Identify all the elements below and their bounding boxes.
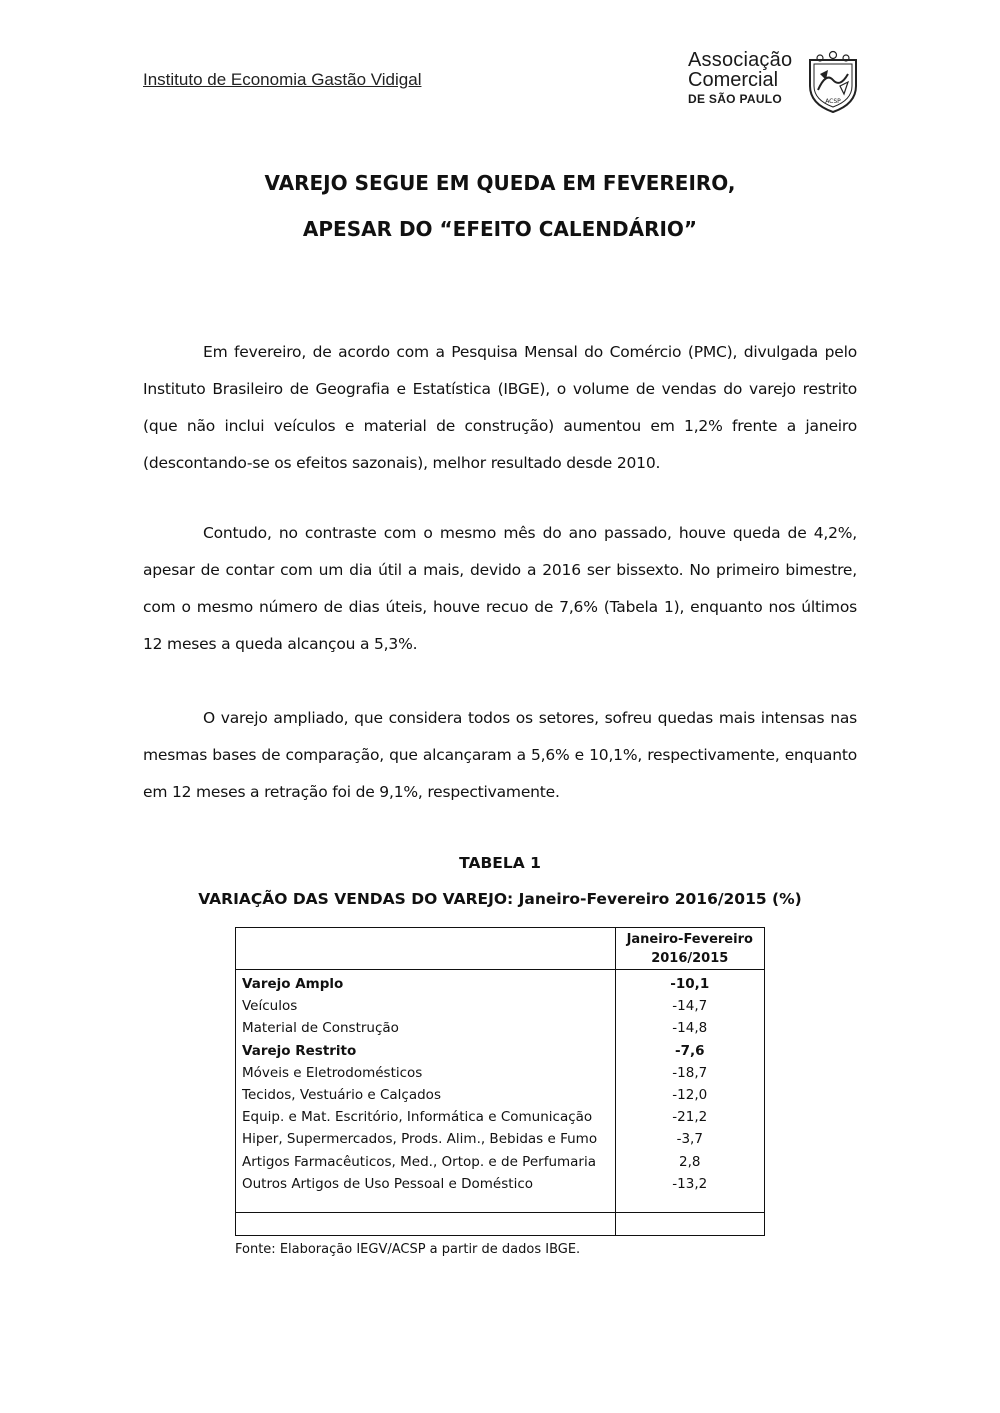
row-label: Artigos Farmacêuticos, Med., Ortop. e de Perfumaria bbox=[236, 1151, 616, 1173]
paragraph: O varejo ampliado, que considera todos os setores, sofreu quedas mais intensas nas mesmas bases de comparação, que alcançaram a 5,6% e 10,1%, respectivamente, enquanto em 12 meses a retração foi de 9,1%, respectivamente. bbox=[143, 709, 857, 801]
table-row bbox=[236, 970, 765, 996]
paragraph: Contudo, no contraste com o mesmo mês do ano passado, houve queda de 4,2%, apesar de contar com um dia útil a mais, devido a 2016 ser bissexto. No primeiro bimestre, com o mesmo número de dias úteis, houve recuo de 7,6% (Tabela 1), enquanto nos últimos 12 meses a queda alcançou a 5,3%. bbox=[143, 524, 857, 653]
row-label: Hiper, Supermercados, Prods. Alim., Bebidas e Fumo bbox=[236, 1128, 616, 1150]
institute-name: Instituto de Economia Gastão Vidigal bbox=[143, 70, 422, 89]
table-spacer-row bbox=[236, 1195, 765, 1213]
table-label: TABELA 1 bbox=[459, 854, 541, 872]
row-label: Material de Construção bbox=[236, 1017, 616, 1039]
paragraph: Em fevereiro, de acordo com a Pesquisa Mensal do Comércio (PMC), divulgada pelo Instituto Brasileiro de Geografia e Estatística (IBGE), o volume de vendas do varejo restrito (que não inclui veículos e material de construção) aumentou em 1,2% frente a janeiro (descontando-se os efeitos sazonais), melhor resultado desde 2010. bbox=[143, 343, 857, 472]
logo-line-2: Comercial bbox=[688, 69, 779, 91]
svg-text:ACSP: ACSP bbox=[825, 98, 841, 105]
table-header-period bbox=[615, 928, 764, 970]
logo-text bbox=[688, 50, 798, 108]
row-value: -13,2 bbox=[672, 1175, 708, 1192]
table-header-label bbox=[236, 928, 616, 970]
table-header-period-line-1: Janeiro-Fevereiro bbox=[626, 931, 753, 947]
acsp-seal-icon bbox=[804, 50, 862, 114]
logo-line-1: Associação bbox=[688, 49, 793, 71]
table-row bbox=[236, 1062, 765, 1084]
title-line-1: VAREJO SEGUE EM QUEDA EM FEVEREIRO, bbox=[264, 171, 736, 195]
table-row bbox=[236, 1173, 765, 1195]
logo-line-3: DE SÃO PAULO bbox=[688, 92, 783, 106]
row-value: -14,7 bbox=[672, 998, 708, 1015]
row-value: -21,2 bbox=[672, 1109, 708, 1126]
row-label: Varejo Amplo bbox=[236, 970, 616, 996]
row-label: Tecidos, Vestuário e Calçados bbox=[236, 1084, 616, 1106]
table-header-period-line-2: 2016/2015 bbox=[651, 950, 729, 966]
table-footer-row bbox=[236, 1212, 765, 1235]
table-row bbox=[236, 1084, 765, 1106]
row-label: Veículos bbox=[236, 995, 616, 1017]
table-caption: VARIAÇÃO DAS VENDAS DO VAREJO: Janeiro-Fevereiro 2016/2015 (%) bbox=[198, 890, 802, 908]
table-row bbox=[236, 1106, 765, 1128]
row-value: -14,8 bbox=[672, 1020, 708, 1037]
row-value: 2,8 bbox=[679, 1153, 701, 1170]
row-label: Móveis e Eletrodomésticos bbox=[236, 1062, 616, 1084]
table-row bbox=[236, 1151, 765, 1173]
row-value: -3,7 bbox=[676, 1131, 703, 1148]
table-row bbox=[236, 1040, 765, 1062]
table-row bbox=[236, 1017, 765, 1039]
retail-sales-table bbox=[235, 927, 765, 1236]
row-value: -18,7 bbox=[672, 1064, 708, 1081]
title-line-2: APESAR DO “EFEITO CALENDÁRIO” bbox=[302, 217, 698, 241]
acsp-logo bbox=[688, 50, 868, 116]
table-row bbox=[236, 995, 765, 1017]
row-value: -10,1 bbox=[670, 976, 710, 993]
table-source: Fonte: Elaboração IEGV/ACSP a partir de dados IBGE. bbox=[235, 1242, 581, 1257]
row-value: -12,0 bbox=[672, 1087, 708, 1104]
row-label: Varejo Restrito bbox=[236, 1040, 616, 1062]
table-row bbox=[236, 1128, 765, 1150]
row-label: Equip. e Mat. Escritório, Informática e Comunicação bbox=[236, 1106, 616, 1128]
row-value: -7,6 bbox=[674, 1042, 705, 1059]
row-label: Outros Artigos de Uso Pessoal e Doméstico bbox=[236, 1173, 616, 1195]
